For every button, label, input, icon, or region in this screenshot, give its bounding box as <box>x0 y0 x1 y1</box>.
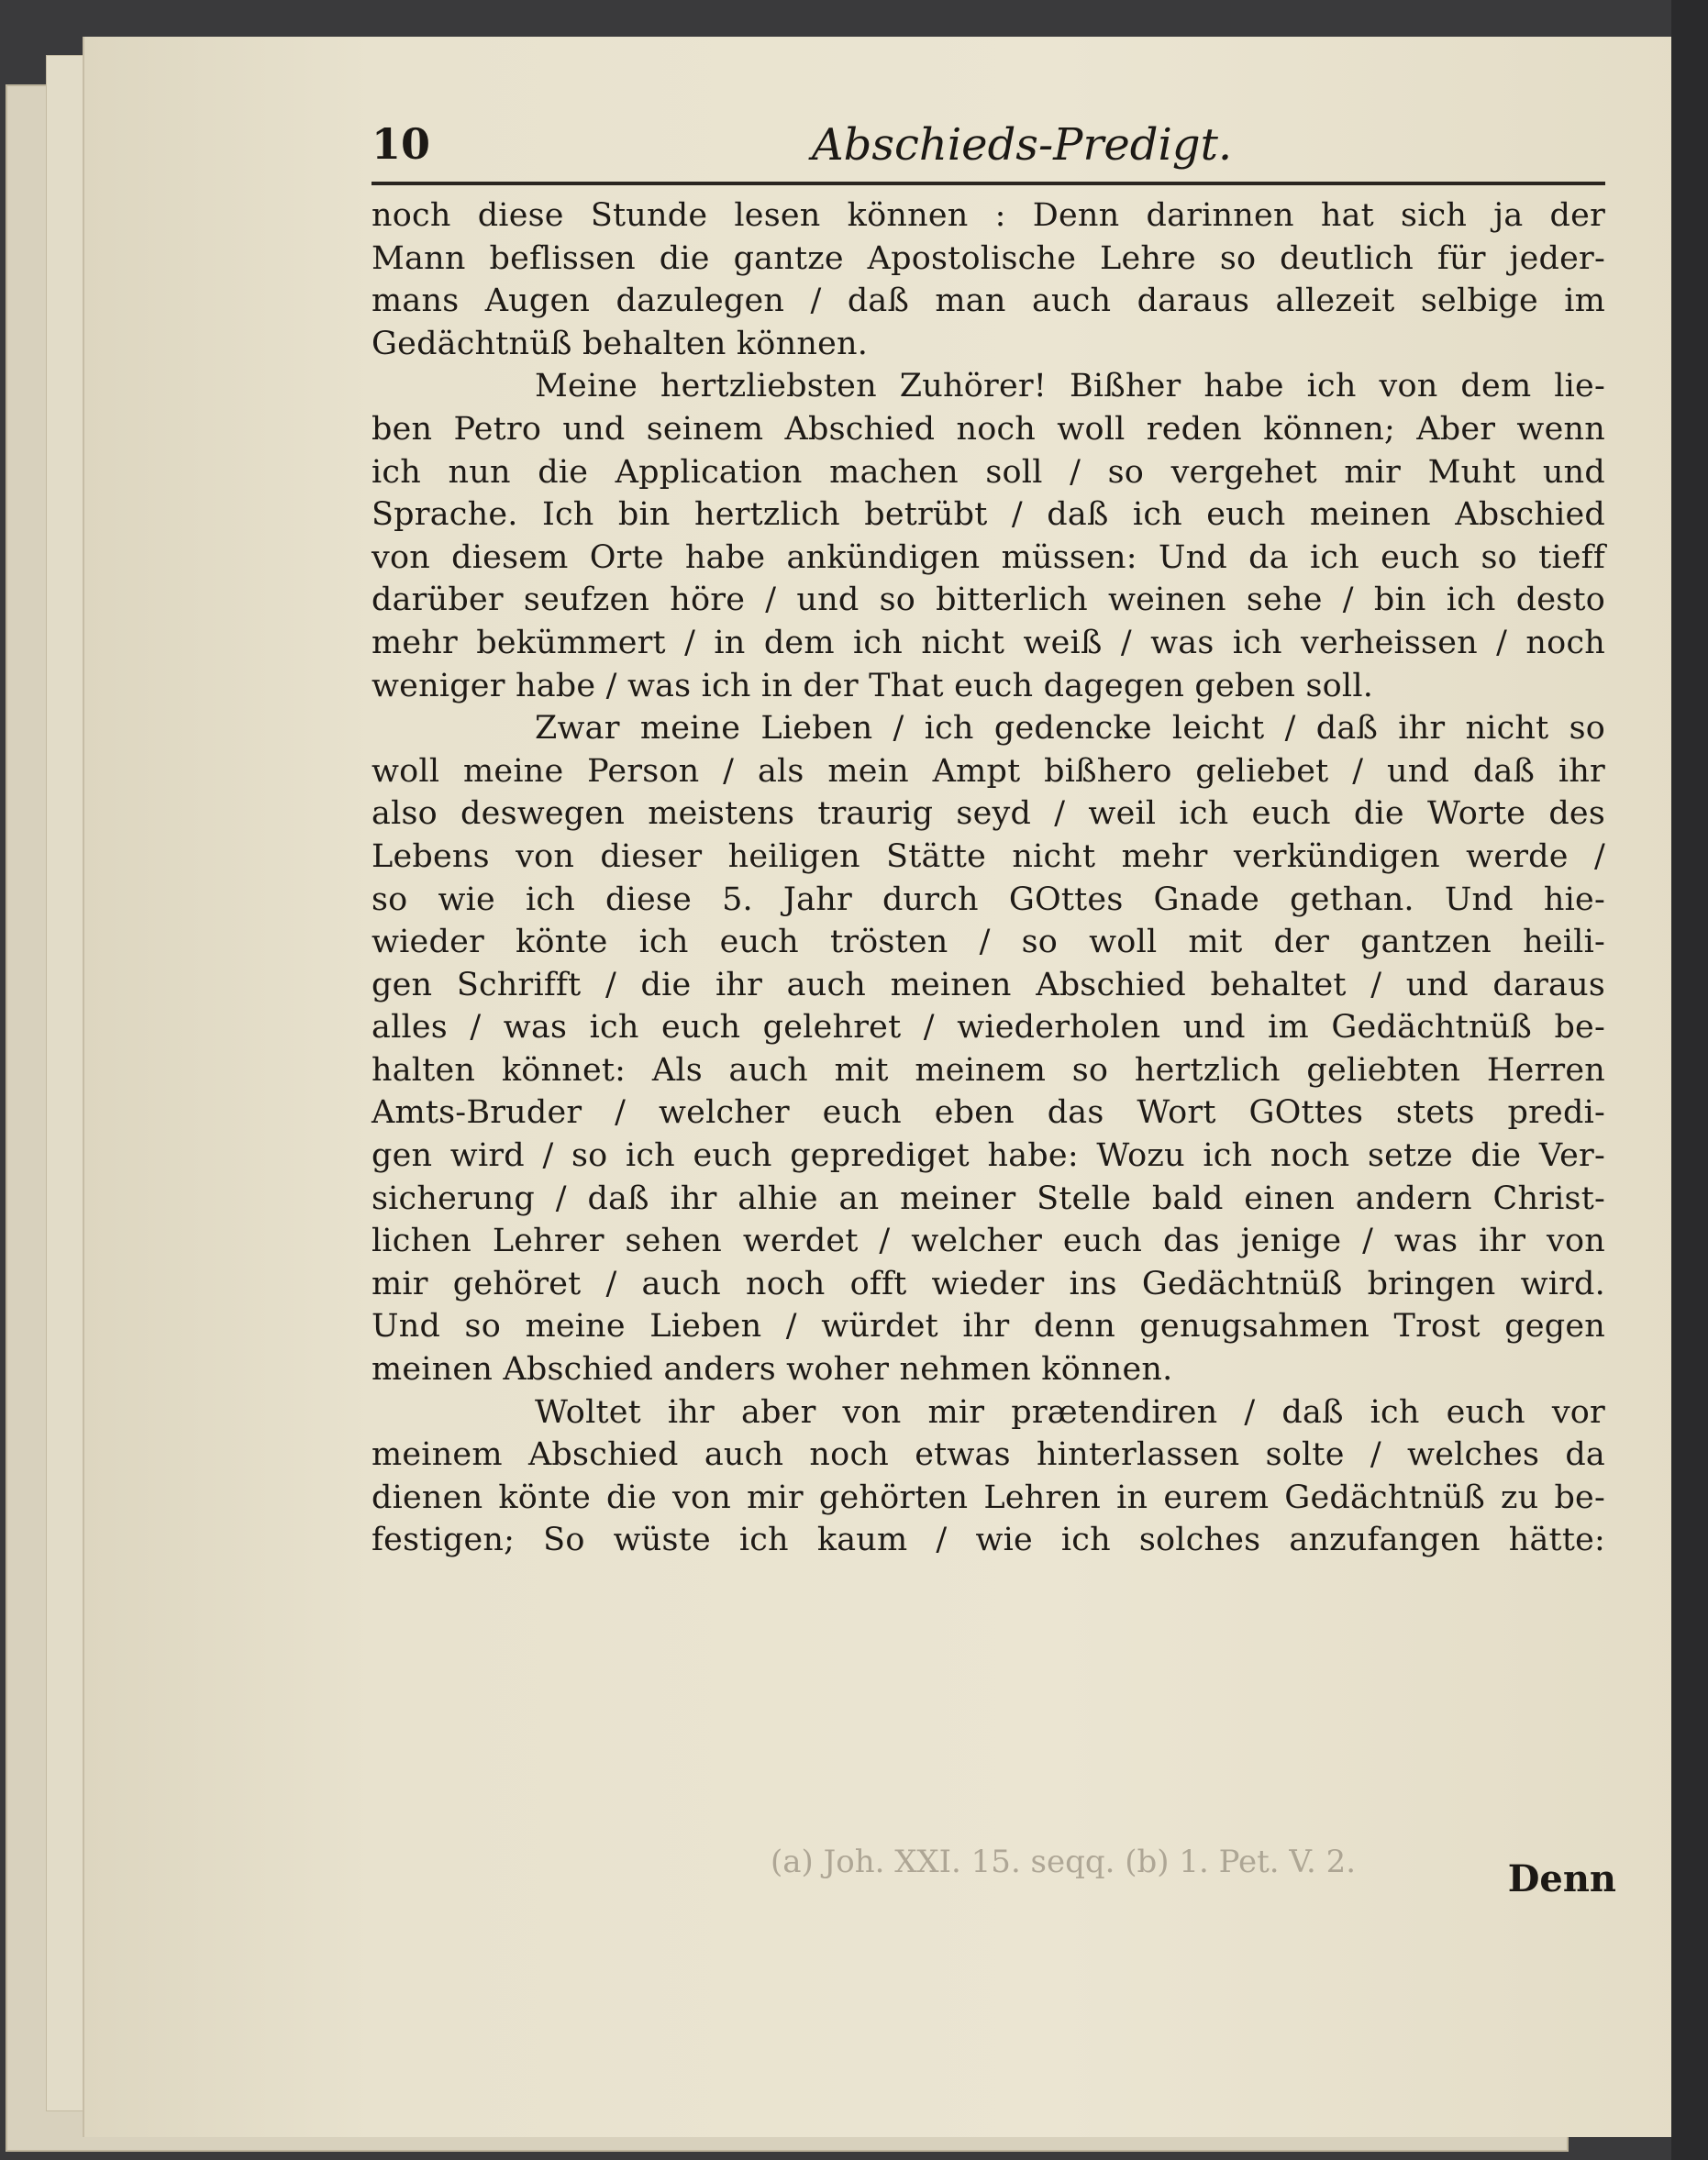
text-line: mans Augen dazulegen / daß man auch daraus allezeit selbige im <box>372 282 1605 320</box>
text-line: von diesem Orte habe ankündigen müssen: Und da ich euch so tieff <box>372 538 1605 576</box>
text-line: Meine hertzliebsten Zuhörer! Bißher habe ich von dem lie- <box>535 368 1605 405</box>
page-header <box>372 119 1605 183</box>
text-line: mir gehöret / auch noch offt wieder ins Gedächtnüß bringen wird. <box>372 1265 1605 1302</box>
text-line: sicherung / daß ihr alhie an meiner Stelle bald einen andern Christ- <box>372 1180 1605 1217</box>
text-line: wieder könte ich euch trösten / so woll mit der gantzen heili- <box>372 924 1605 961</box>
text-line: Sprache. Ich bin hertzlich betrübt / daß ich euch meinen Abschied <box>372 496 1605 534</box>
body-text <box>372 194 1605 1562</box>
text-line: Amts-Bruder / welcher euch eben das Wort GOttes stets predi- <box>372 1094 1605 1132</box>
text-line: Woltet ihr aber von mir prætendiren / daß ich euch vor <box>535 1393 1605 1431</box>
footnote-show-through: (a) Joh. XXI. 15. seqq. (b) 1. Pet. V. 2. <box>771 1844 1357 1880</box>
text-line: mehr bekümmert / in dem ich nicht weiß / was ich verheissen / noch <box>372 624 1605 661</box>
text-line: so wie ich diese 5. Jahr durch GOttes Gnade gethan. Und hie- <box>372 881 1605 918</box>
text-line: darüber seufzen höre / und so bitterlich weinen sehe / bin ich desto <box>372 582 1605 619</box>
text-line: halten könnet: Als auch mit meinem so hertzlich geliebten Herren <box>372 1051 1605 1089</box>
text-line: weniger habe / was ich in der That euch dagegen geben soll. <box>372 667 1374 704</box>
text-line: meinem Abschied auch noch etwas hinterlassen solte / welches da <box>372 1436 1605 1474</box>
text-line: woll meine Person / als mein Ampt bißhero geliebet / und daß ihr <box>372 752 1605 790</box>
text-line: Und so meine Lieben / würdet ihr denn genugsahmen Trost gegen <box>372 1308 1605 1346</box>
running-title: Abschieds-Predigt. <box>812 119 1233 171</box>
text-line: festigen; So wüste ich kaum / wie ich solches anzufangen hätte: <box>372 1522 1605 1559</box>
scan-background-edge <box>1671 0 1708 2160</box>
text-line: gen wird / so ich euch geprediget habe: Wozu ich noch setze die Ver- <box>372 1137 1605 1175</box>
text-line: alles / was ich euch gelehret / wiederholen und im Gedächtnüß be- <box>372 1009 1605 1047</box>
text-line: lichen Lehrer sehen werdet / welcher euch das jenige / was ihr von <box>372 1223 1605 1260</box>
text-line: Zwar meine Lieben / ich gedencke leicht / daß ihr nicht so <box>535 710 1605 748</box>
text-line: Mann beflissen die gantze Apostolische Lehre so deutlich für jeder- <box>372 239 1605 277</box>
text-line: Lebens von dieser heiligen Stätte nicht mehr verkündigen werde / <box>372 837 1605 875</box>
text-line: Gedächtnüß behalten können. <box>372 325 869 362</box>
text-line: noch diese Stunde lesen können : Denn darinnen hat sich ja der <box>372 197 1605 234</box>
text-line: meinen Abschied anders woher nehmen können. <box>372 1351 1173 1389</box>
text-line: dienen könte die von mir gehörten Lehren in eurem Gedächtnüß zu be- <box>372 1479 1605 1516</box>
text-line: gen Schrifft / die ihr auch meinen Abschied behaltet / und daraus <box>372 966 1605 1003</box>
text-line: ich nun die Application machen soll / so vergehet mir Muht und <box>372 453 1605 491</box>
text-line: ben Petro und seinem Abschied noch woll reden können; Aber wenn <box>372 410 1605 448</box>
catchword: Denn <box>1507 1857 1616 1900</box>
text-line: also deswegen meistens traurig seyd / weil ich euch die Worte des <box>372 795 1605 833</box>
page-number: 10 <box>372 119 431 169</box>
header-rule <box>372 182 1605 185</box>
